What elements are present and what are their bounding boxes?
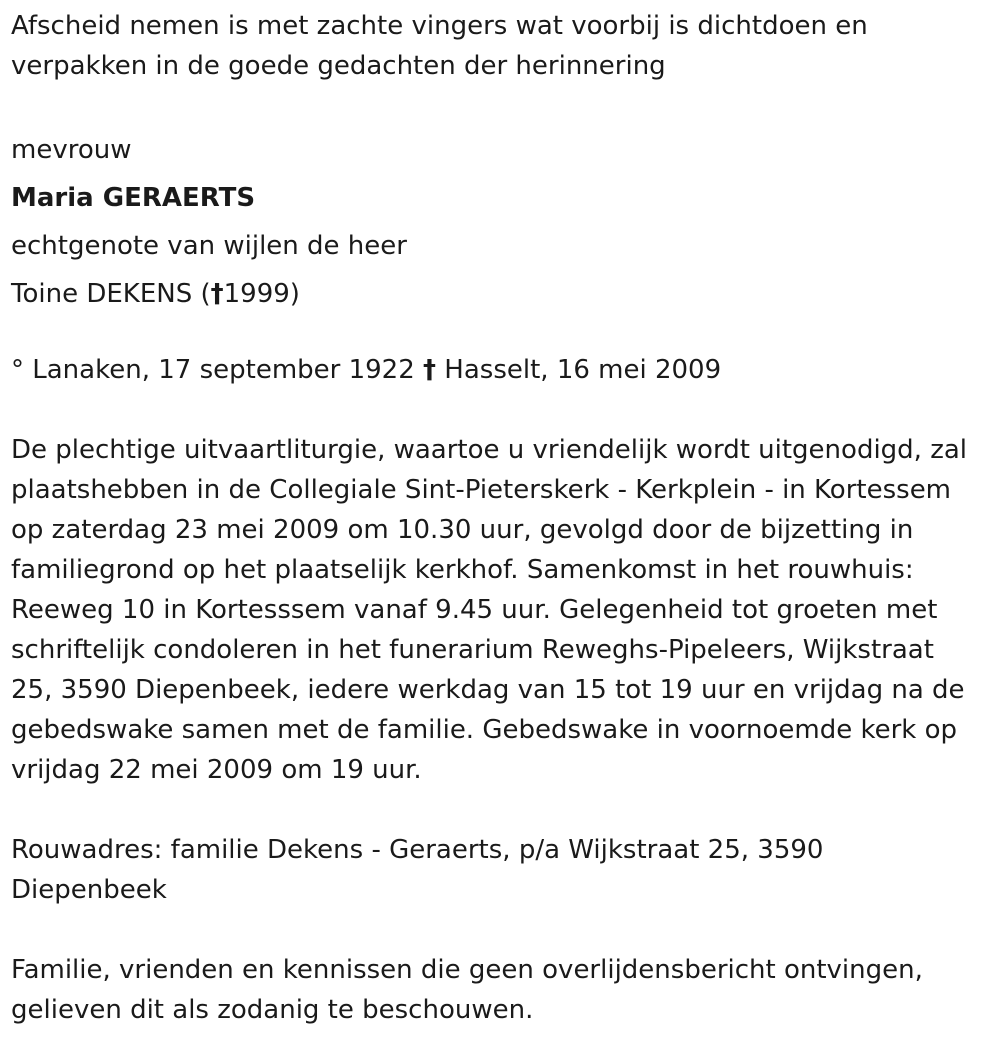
- cross-icon: †: [210, 279, 224, 309]
- funeral-line: Reeweg 10 in Kortesssem vanaf 9.45 uur. Gelegenheid tot groeten met: [11, 595, 938, 625]
- cross-icon: †: [423, 355, 437, 385]
- intro-line: Afscheid nemen is met zachte vingers wat voorbij is dichtdoen en: [11, 11, 868, 41]
- funeral-line: 25, 3590 Diepenbeek, iedere werkdag van 15 tot 19 uur en vrijdag na de: [11, 675, 965, 705]
- intro-quote: [11, 6, 1000, 86]
- spouse-name: Toine DEKENS (: [11, 279, 211, 309]
- funeral-line: op zaterdag 23 mei 2009 om 10.30 uur, gevolgd door de bijzetting in: [11, 515, 914, 545]
- spouse-year: 1999): [223, 279, 300, 309]
- address-line: Diepenbeek: [11, 875, 167, 905]
- intro-line: verpakken in de goede gedachten der herinnering: [11, 51, 666, 81]
- funeral-line: De plechtige uitvaartliturgie, waartoe u vriendelijk wordt uitgenodigd, zal: [11, 435, 968, 465]
- deceased-title: mevrouw: [11, 135, 132, 165]
- deceased-name: Maria GERAERTS: [11, 183, 256, 213]
- funeral-line: plaatshebben in de Collegiale Sint-Pieterskerk - Kerkplein - in Kortessem: [11, 475, 952, 505]
- death-info: Hasselt, 16 mei 2009: [436, 355, 722, 385]
- funeral-details: [11, 430, 1000, 790]
- birth-mark-icon: °: [11, 355, 24, 385]
- address-line: Rouwadres: familie Dekens - Geraerts, p/a Wijkstraat 25, 3590: [11, 835, 824, 865]
- birth-death-dates: [11, 350, 1000, 390]
- funeral-line: vrijdag 22 mei 2009 om 19 uur.: [11, 755, 422, 785]
- spouse-line: [11, 270, 1000, 318]
- deceased-info: [11, 126, 1000, 318]
- closing-line: Familie, vrienden en kennissen die geen overlijdensbericht ontvingen,: [11, 955, 923, 985]
- closing-line: gelieven dit als zodanig te beschouwen.: [11, 995, 534, 1025]
- funeral-line: familiegrond op het plaatselijk kerkhof. Samenkomst in het rouwhuis:: [11, 555, 914, 585]
- relation-text: echtgenote van wijlen de heer: [11, 231, 407, 261]
- funeral-line: schriftelijk condoleren in het funerarium Reweghs-Pipeleers, Wijkstraat: [11, 635, 934, 665]
- birth-info: Lanaken, 17 september 1922: [24, 355, 424, 385]
- funeral-line: gebedswake samen met de familie. Gebedswake in voornoemde kerk op: [11, 715, 958, 745]
- closing-note: [11, 950, 1000, 1030]
- mourning-address: [11, 830, 1000, 910]
